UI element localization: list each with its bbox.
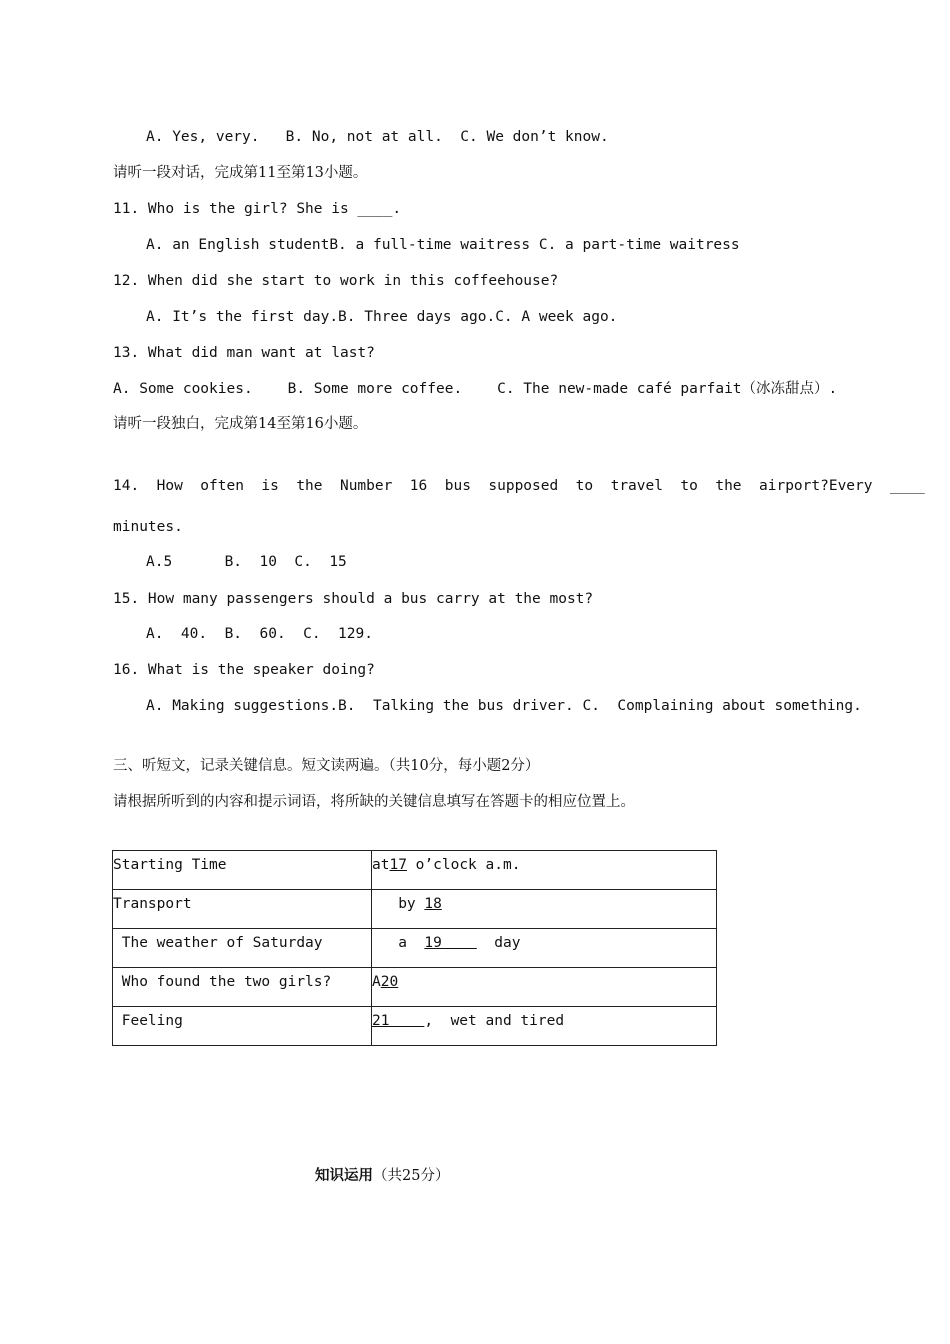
- starting-time-label: Starting Time: [113, 857, 227, 873]
- section-three-instruction: 请根据所听到的内容和提示词语，将所缺的关键信息填写在答题卡的相应位置上。: [113, 794, 635, 810]
- table-row: [113, 890, 717, 929]
- table-row: [113, 851, 717, 890]
- table-answer-cell: [372, 929, 717, 968]
- answer-blank-20: 20: [380, 974, 399, 990]
- table-label-cell: [113, 851, 372, 890]
- q11-options: A. an English studentB. a full-time waitress C. a part-time waitress: [146, 237, 740, 253]
- q15-stem: 15. How many passengers should a bus carry at the most?: [113, 591, 594, 607]
- key-info-table: [112, 850, 717, 1046]
- section-14-16-intro: 请听一段独白，完成第14至第16小题。: [113, 416, 368, 432]
- table-label-cell: [113, 890, 372, 929]
- answer-blank-19: 19: [424, 935, 477, 951]
- answer-suffix: , wet and tired: [424, 1013, 565, 1029]
- q14-options: A.5 B. 10 C. 15: [146, 554, 347, 570]
- table-label-cell: [113, 929, 372, 968]
- table-row: [113, 1007, 717, 1046]
- answer-suffix: day: [476, 935, 521, 951]
- q12-options: A. It’s the first day.B. Three days ago.C. A week ago.: [146, 309, 618, 325]
- answer-blank-17: 17: [389, 857, 407, 873]
- answer-prefix: A: [372, 974, 381, 990]
- table-answer-cell: [372, 890, 717, 929]
- answer-blank-21: 21: [372, 1013, 425, 1029]
- table-label-cell: [113, 1007, 372, 1046]
- answer-blank-18: 18: [424, 896, 442, 912]
- feeling-label: Feeling: [113, 1013, 183, 1029]
- table-answer-cell: [372, 1007, 717, 1046]
- knowledge-title: 知识运用: [315, 1167, 373, 1184]
- q13-stem: 13. What did man want at last?: [113, 345, 375, 361]
- knowledge-score: （共25分）: [373, 1168, 450, 1184]
- table-row: [113, 968, 717, 1007]
- table-row: [113, 929, 717, 968]
- q16-options: A. Making suggestions.B. Talking the bus driver. C. Complaining about something.: [146, 698, 862, 714]
- q15-options: A. 40. B. 60. C. 129.: [146, 626, 373, 642]
- q11-stem: 11. Who is the girl? She is ____.: [113, 201, 402, 217]
- knowledge-heading: [315, 1166, 449, 1186]
- q16-stem: 16. What is the speaker doing?: [113, 662, 375, 678]
- answer-suffix: o’clock a.m.: [406, 857, 521, 873]
- table-label-cell: [113, 968, 372, 1007]
- answer-prefix: at: [372, 857, 390, 873]
- table-answer-cell: [372, 851, 717, 890]
- q14-stem-line1: 14. How often is the Number 16 bus supposed to travel to the airport?Every ____: [113, 478, 925, 494]
- q14-stem-line2: minutes.: [113, 519, 183, 535]
- answer-prefix: by: [372, 896, 425, 912]
- section-11-13-intro: 请听一段对话，完成第11至第13小题。: [113, 165, 368, 181]
- q12-stem: 12. When did she start to work in this coffeehouse?: [113, 273, 559, 289]
- section-three-title: 三、听短文，记录关键信息。短文读两遍。（共10分，每小题2分）: [113, 758, 540, 774]
- answer-prefix: a: [372, 935, 425, 951]
- weather-label: The weather of Saturday: [113, 935, 323, 951]
- q10-options: A. Yes, very. B. No, not at all. C. We don’t know.: [146, 129, 609, 145]
- table-answer-cell: [372, 968, 717, 1007]
- q13-options: A. Some cookies. B. Some more coffee. C. The new-made café parfait（冰冻甜点）.: [113, 381, 838, 397]
- transport-label: Transport: [113, 896, 192, 912]
- who-found-label: Who found the two girls?: [113, 974, 332, 990]
